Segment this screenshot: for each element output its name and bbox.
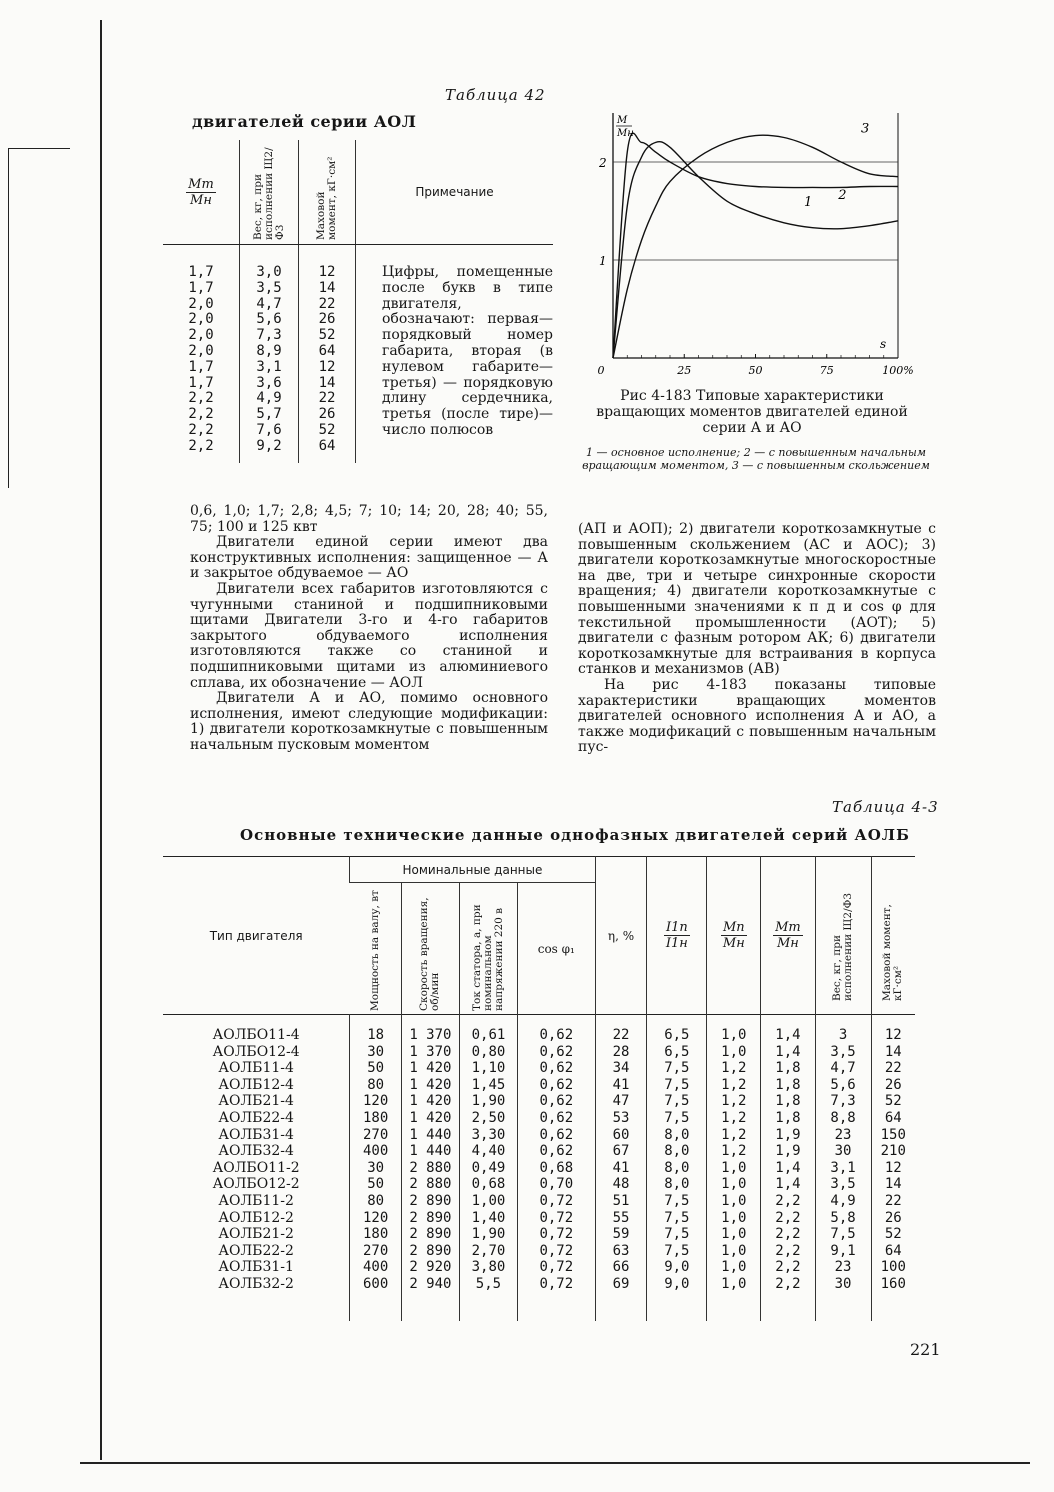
table43-cell: 1,2 xyxy=(721,1126,747,1143)
table43-cell: 34 xyxy=(612,1060,630,1077)
table43-cell: 1 420 xyxy=(409,1060,452,1077)
right-text-column xyxy=(578,522,936,756)
table43-cell: 1,10 xyxy=(471,1060,506,1077)
table42-cell: 64 xyxy=(318,437,336,454)
table42-note-cell xyxy=(356,245,554,463)
table43-cell: АОЛБ12-4 xyxy=(218,1076,294,1093)
table42-cell: 26 xyxy=(318,311,336,328)
table43-cell: 2 940 xyxy=(409,1275,452,1292)
table43-cell: 1,2 xyxy=(721,1060,747,1077)
table43-cell: 1,8 xyxy=(775,1076,801,1093)
table43-cell: 2,70 xyxy=(471,1242,506,1259)
table43-cell: 5,5 xyxy=(475,1275,502,1292)
chart-axes xyxy=(613,113,898,358)
table43-cell: 8,8 xyxy=(830,1109,856,1126)
table43-cell: 210 xyxy=(880,1143,906,1160)
table43-header-cos: cos φ₁ xyxy=(518,883,596,1015)
table43 xyxy=(163,856,915,1321)
table43-cell: 7,5 xyxy=(830,1226,856,1243)
table43-cell: 1,0 xyxy=(721,1259,747,1276)
table42-cell: 8,9 xyxy=(256,342,282,359)
table43-cell: 30 xyxy=(834,1143,852,1160)
table43-cell: 9,1 xyxy=(830,1242,856,1259)
table43-cell: 120 xyxy=(362,1093,389,1110)
table43-cell: 80 xyxy=(367,1192,385,1209)
table43-cell: 1,90 xyxy=(471,1226,506,1243)
table43-cell: 0,61 xyxy=(471,1027,506,1043)
table43-header-type: Тип двигателя xyxy=(209,928,303,943)
table43-cell: 9,0 xyxy=(664,1275,690,1292)
table43-cell: 60 xyxy=(612,1126,630,1143)
table42-caption: Таблица 42 xyxy=(445,86,546,104)
table43-eff-column xyxy=(595,1015,647,1321)
table43-cell: 1 370 xyxy=(409,1043,452,1060)
table43-cell: 1,00 xyxy=(471,1192,506,1209)
table43-cell: 1,9 xyxy=(775,1143,801,1160)
table42-weight-column xyxy=(240,245,299,463)
table43-cell: 0,49 xyxy=(471,1159,506,1176)
table43-cell: 1,0 xyxy=(721,1226,747,1243)
table43-cell: 1,4 xyxy=(775,1027,801,1043)
table43-caption: Таблица 4-3 xyxy=(832,798,939,816)
table43-cell: 0,72 xyxy=(539,1192,574,1209)
table42-header-note: Примечание xyxy=(356,140,554,245)
scan-bottom-line xyxy=(80,1462,1030,1464)
table43-weight-column xyxy=(815,1015,871,1321)
table42-cell: 3,5 xyxy=(256,279,282,296)
table43-cell: 3,80 xyxy=(471,1259,506,1276)
table43-current-column xyxy=(459,1015,517,1321)
table43-cell: 22 xyxy=(884,1192,902,1209)
table43-cell: 2 880 xyxy=(409,1159,452,1176)
table43-cell: АОЛБО12-4 xyxy=(212,1043,300,1060)
table43-cell: 64 xyxy=(884,1242,902,1259)
table43-i-ratio-column xyxy=(647,1015,707,1321)
table43-cell: 180 xyxy=(362,1226,389,1243)
table43-cell: 270 xyxy=(362,1126,389,1143)
table43-cell: 48 xyxy=(612,1176,630,1193)
figure-caption: Рис 4-183 Типовые характеристики вращающих моментов двигателей единой серии А и АО xyxy=(596,388,908,436)
table43-cell: 69 xyxy=(612,1275,630,1292)
table42-cell: 4,9 xyxy=(256,390,282,407)
table43-cell: 0,70 xyxy=(539,1176,574,1193)
table43-cell: 30 xyxy=(367,1043,385,1060)
table43-cell: АОЛБО11-2 xyxy=(212,1159,300,1176)
table43-cell: АОЛБ32-4 xyxy=(218,1143,294,1160)
table43-cell: 3,1 xyxy=(830,1159,856,1176)
table43-cell: 14 xyxy=(884,1043,902,1060)
table43-cell: 52 xyxy=(884,1226,902,1243)
table43-cell: 4,9 xyxy=(830,1192,856,1209)
table43-cell: 2,2 xyxy=(775,1226,801,1243)
table43-cell: 26 xyxy=(884,1076,902,1093)
table43-cell: 1,45 xyxy=(471,1076,506,1093)
y-tick-label: 2 xyxy=(599,156,607,170)
paragraph: 0,6, 1,0; 1,7; 2,8; 4,5; 7; 10; 14; 20, 28; 40; 55, 75; 100 и 125 квт xyxy=(190,503,548,535)
table43-header-weight: Вес, кг, при исполнении Щ2/Ф3 xyxy=(815,857,871,1015)
table43-cell: 7,3 xyxy=(830,1093,856,1110)
table43-cell: 7,5 xyxy=(664,1076,690,1093)
table43-cell: 1,0 xyxy=(721,1209,747,1226)
table43-cell: 8,0 xyxy=(664,1126,690,1143)
table43-header-mm-ratio: $\frac{Mm}{Mн}$ xyxy=(761,857,815,1015)
y-tick-label: 1 xyxy=(599,254,607,268)
table43-cell: 120 xyxy=(362,1209,389,1226)
curve-1 xyxy=(613,142,898,358)
table43-cell: 0,62 xyxy=(539,1060,574,1077)
table43-cell: 3,5 xyxy=(830,1043,856,1060)
table43-cell: 23 xyxy=(834,1259,852,1276)
table43-cell: 3,5 xyxy=(830,1176,856,1193)
table43-cell: 3 xyxy=(838,1027,848,1043)
table43-cell: АОЛБ11-2 xyxy=(218,1192,294,1209)
table43-cell: 1,4 xyxy=(775,1043,801,1060)
x-tick-label: 25 xyxy=(677,364,692,377)
table43-cell: 0,72 xyxy=(539,1259,574,1276)
table42-cell: 5,6 xyxy=(256,311,282,328)
table43-cell: 1,2 xyxy=(721,1076,747,1093)
table43-cell: 12 xyxy=(884,1159,902,1176)
table43-cell: 9,0 xyxy=(664,1259,690,1276)
table42-cell: 1,7 xyxy=(188,264,214,280)
table43-cell: 12 xyxy=(884,1027,902,1043)
x-axis-label: s xyxy=(880,337,887,351)
table43-cell: 0,62 xyxy=(539,1126,574,1143)
table43-cell: АОЛБО12-2 xyxy=(212,1176,300,1193)
table42-header-ratio: $\frac{Mm}{Mн}$ xyxy=(163,140,240,245)
table42-ratio-column xyxy=(163,245,240,463)
table43-speed-column xyxy=(401,1015,459,1321)
table42-cell: 3,6 xyxy=(256,374,282,391)
figure-legend: 1 — основное исполнение; 2 — с повышенным начальным вращающим моментом, 3 — с повышенным скольжением xyxy=(582,446,930,472)
table43-cell: 2 890 xyxy=(409,1242,452,1259)
table43-cell: 2,2 xyxy=(775,1192,801,1209)
table43-cell: 2 880 xyxy=(409,1176,452,1193)
table43-cell: 7,5 xyxy=(664,1209,690,1226)
table43-cell: 66 xyxy=(612,1259,630,1276)
curve-label-3: 3 xyxy=(861,121,870,137)
table43-cell: 2 890 xyxy=(409,1226,452,1243)
x-tick-label: 100% xyxy=(882,364,914,377)
table42-cell: 9,2 xyxy=(256,437,282,454)
table43-cell: 0,68 xyxy=(471,1176,506,1193)
table42-cell: 5,7 xyxy=(256,406,282,423)
curve-3 xyxy=(613,135,898,358)
chart-lines xyxy=(613,133,898,358)
curve-label-1: 1 xyxy=(804,195,813,211)
table43-cell: 1,0 xyxy=(721,1043,747,1060)
table43-cell: 1,0 xyxy=(721,1176,747,1193)
table43-cell: 26 xyxy=(884,1209,902,1226)
left-text-column xyxy=(190,504,548,754)
table42-cell: 12 xyxy=(318,358,336,375)
table42-title: двигателей серии АОЛ xyxy=(192,112,417,131)
table43-cell: 53 xyxy=(612,1109,630,1126)
table43-cell: 7,5 xyxy=(664,1192,690,1209)
table43-cell: 1,0 xyxy=(721,1027,747,1043)
table43-cell: 0,72 xyxy=(539,1275,574,1292)
table43-cell: 63 xyxy=(612,1242,630,1259)
table43-cell: 0,62 xyxy=(539,1076,574,1093)
table42 xyxy=(163,140,553,463)
table43-cell: 2 890 xyxy=(409,1209,452,1226)
table43-moment-column xyxy=(871,1015,915,1321)
table43-cell: АОЛБ11-4 xyxy=(218,1060,294,1077)
table43-cell: 0,62 xyxy=(539,1043,574,1060)
table43-cell: 7,5 xyxy=(664,1226,690,1243)
table43-cell: 1 420 xyxy=(409,1076,452,1093)
table43-cell: 18 xyxy=(367,1027,385,1043)
table43-cell: АОЛБ21-2 xyxy=(218,1226,294,1243)
table43-cell: АОЛБО11-4 xyxy=(212,1027,300,1043)
scan-edge-mark xyxy=(8,148,70,149)
table42-cell: 64 xyxy=(318,342,336,359)
scan-edge-mark xyxy=(8,148,9,488)
table43-cell: 1,8 xyxy=(775,1060,801,1077)
y-axis-label-numerator: M xyxy=(617,115,628,126)
table43-cell: 8,0 xyxy=(664,1159,690,1176)
table43-cell: 1,8 xyxy=(775,1109,801,1126)
table42-cell: 7,6 xyxy=(256,421,282,438)
table43-header-mp-ratio: $\frac{Mп}{Mн}$ xyxy=(707,857,761,1015)
table43-cell: 80 xyxy=(367,1076,385,1093)
table43-cell: 400 xyxy=(362,1259,389,1276)
table42-cell: 2,0 xyxy=(188,311,214,328)
table43-cell: АОЛБ12-2 xyxy=(218,1209,294,1226)
table43-cell: АОЛБ22-2 xyxy=(218,1242,294,1259)
table42-cell: 1,7 xyxy=(188,374,214,391)
table43-cell: 160 xyxy=(880,1275,906,1292)
table42-header-moment: Маховой момент, кГ·см² xyxy=(299,140,356,245)
table43-cell: 4,40 xyxy=(471,1143,506,1160)
table43-mm-ratio-column xyxy=(761,1015,815,1321)
table43-cell: 0,62 xyxy=(539,1109,574,1126)
table42-cell: 4,7 xyxy=(256,295,282,312)
table43-cell: 270 xyxy=(362,1242,389,1259)
table43-title: Основные технические данные однофазных двигателей серий АОЛБ xyxy=(240,826,910,844)
table43-cell: АОЛБ31-4 xyxy=(218,1126,294,1143)
table43-header-moment: Маховой момент, кГ·см² xyxy=(871,857,915,1015)
table43-cell: 59 xyxy=(612,1226,630,1243)
table43-cell: 1,2 xyxy=(721,1093,747,1110)
table43-cell: 1,90 xyxy=(471,1093,506,1110)
table42-cell: 3,1 xyxy=(256,358,282,375)
table43-header-i-ratio: $\frac{I1п}{I1н}$ xyxy=(647,857,707,1015)
table43-header-speed: Скорость вращения, об/мин xyxy=(401,883,459,1015)
table43-cell: 600 xyxy=(362,1275,389,1292)
table43-cell: АОЛБ22-4 xyxy=(218,1109,294,1126)
table43-cell: 6,5 xyxy=(664,1043,690,1060)
table42-moment-column xyxy=(299,245,356,463)
table42-cell: 14 xyxy=(318,279,336,296)
paragraph: Двигатели А и АО, помимо основного исполнения, имеют следующие модификации: 1) двигатели короткозамкнутые с повышенным начальным пусковым моментом xyxy=(190,690,548,753)
table43-mp-ratio-column xyxy=(707,1015,761,1321)
paragraph: На рис 4-183 показаны типовые характеристики вращающих моментов двигателей основного исполнения А и АО, а также модификаций с повышенным начальным пус- xyxy=(578,676,936,756)
table43-cell: 0,72 xyxy=(539,1242,574,1259)
table42-cell: 2,2 xyxy=(188,437,214,454)
table43-cell: 2,2 xyxy=(775,1209,801,1226)
table43-cell: 30 xyxy=(834,1275,852,1292)
table43-cell: 4,7 xyxy=(830,1060,856,1077)
table42-cell: 2,0 xyxy=(188,327,214,344)
table42-cell: 3,0 xyxy=(256,264,282,280)
x-tick-label: 75 xyxy=(819,364,834,377)
table43-cell: 7,5 xyxy=(664,1060,690,1077)
table43-cell: 23 xyxy=(834,1126,852,1143)
table43-cell: 1,40 xyxy=(471,1209,506,1226)
table42-cell: 2,2 xyxy=(188,421,214,438)
table42-cell: 2,2 xyxy=(188,390,214,407)
table43-cell: 1,0 xyxy=(721,1192,747,1209)
table43-cell: 2,2 xyxy=(775,1242,801,1259)
table43-cell: 1,8 xyxy=(775,1093,801,1110)
chart-grid xyxy=(613,162,898,260)
x-tick-label: 50 xyxy=(748,364,763,377)
chart-labels xyxy=(598,115,914,377)
table43-cell: 50 xyxy=(367,1176,385,1193)
table43-header-current: Ток статора, а, при номинальном напряжении 220 в xyxy=(459,883,517,1015)
table43-cell: 2,2 xyxy=(775,1275,801,1292)
table43-cell: 1 420 xyxy=(409,1109,452,1126)
table43-cell: 47 xyxy=(612,1093,630,1110)
table43-cell: 0,62 xyxy=(539,1027,574,1043)
table42-cell: 52 xyxy=(318,327,336,344)
table43-cell: 5,8 xyxy=(830,1209,856,1226)
curve-2 xyxy=(613,133,898,358)
table43-cell: 1 440 xyxy=(409,1126,452,1143)
paragraph: Двигатели единой серии имеют два конструктивных исполнения: защищенное — А и закрытое обдуваемое — АО xyxy=(190,534,548,582)
table43-cell: 1 440 xyxy=(409,1143,452,1160)
table43-cell: 400 xyxy=(362,1143,389,1160)
table43-cell: 67 xyxy=(612,1143,630,1160)
table43-cell: 22 xyxy=(612,1027,630,1043)
table43-cell: 0,62 xyxy=(539,1143,574,1160)
table42-cell: 2,0 xyxy=(188,295,214,312)
x-tick-label: 0 xyxy=(597,364,605,377)
table42-cell: 2,0 xyxy=(188,342,214,359)
table43-cell: 1,0 xyxy=(721,1242,747,1259)
table42-cell: 1,7 xyxy=(188,279,214,296)
y-axis-label-denominator: Mн xyxy=(617,128,634,139)
table42-note: Цифры, помещенные после букв в типе двигателя, обозначают: первая—порядковый номер габарита, вторая (в нулевом габарите—третья) — порядковую длину сердечника, третья (после тире)— число полюсов xyxy=(382,264,553,438)
page-number: 221 xyxy=(910,1340,941,1359)
paragraph: Двигатели всех габаритов изготовляются с чугунными станиной и подшипниковыми щитами Двигатели 3-го и 4-го габаритов закрытого обдуваемого исполнения изготовляются также со станиной и подшипниковыми щитами из алюминиевого сплава, их обозначение — АОЛ xyxy=(190,580,548,691)
table43-cell: АОЛБ32-2 xyxy=(218,1275,294,1292)
table43-cell: АОЛБ31-1 xyxy=(218,1259,294,1276)
table43-cell: 3,30 xyxy=(471,1126,506,1143)
table43-cell: 7,5 xyxy=(664,1093,690,1110)
table42-cell: 22 xyxy=(318,295,336,312)
table43-cell: 100 xyxy=(880,1259,906,1276)
table43-cell: 52 xyxy=(884,1093,902,1110)
table43-cell: 0,68 xyxy=(539,1159,574,1176)
table43-header-eff: η, % xyxy=(595,857,647,1015)
table43-cell: 1,9 xyxy=(775,1126,801,1143)
table42-cell: 26 xyxy=(318,406,336,423)
table43-cell: 30 xyxy=(367,1159,385,1176)
table43-cell: 50 xyxy=(367,1060,385,1077)
table43-cell: 64 xyxy=(884,1109,902,1126)
table43-cell: 1,0 xyxy=(721,1275,747,1292)
table43-header-nominal: Номинальные данные xyxy=(350,857,595,883)
table43-cell: 2,50 xyxy=(471,1109,506,1126)
table43-cell: 28 xyxy=(612,1043,630,1060)
table43-header-power: Мощность на валу, вт xyxy=(368,889,381,1011)
table43-cell: 2,2 xyxy=(775,1259,801,1276)
table43-cell: 22 xyxy=(884,1060,902,1077)
table43-cell: 51 xyxy=(612,1192,630,1209)
table43-cell: 0,72 xyxy=(539,1209,574,1226)
table43-cell: 8,0 xyxy=(664,1143,690,1160)
torque-chart xyxy=(585,100,925,385)
table43-cell: 1 370 xyxy=(409,1027,452,1043)
table42-cell: 7,3 xyxy=(256,327,282,344)
table43-cell: 1,4 xyxy=(775,1176,801,1193)
table42-cell: 14 xyxy=(318,374,336,391)
table43-cell: АОЛБ21-4 xyxy=(218,1093,294,1110)
table43-cell: 8,0 xyxy=(664,1176,690,1193)
table43-cell: 41 xyxy=(612,1076,630,1093)
table43-cell: 0,72 xyxy=(539,1226,574,1243)
table43-cell: 2 890 xyxy=(409,1192,452,1209)
table43-cell: 1 420 xyxy=(409,1093,452,1110)
table43-cell: 0,80 xyxy=(471,1043,506,1060)
table42-cell: 22 xyxy=(318,390,336,407)
table43-cell: 150 xyxy=(880,1126,906,1143)
table43-power-column xyxy=(350,1015,402,1321)
paragraph: (АП и АОП); 2) двигатели короткозамкнутые с повышенным скольжением (АС и АОС); 3) двигатели короткозамкнутые многоскоростные на две, три и четыре синхронные скорости вращения; 4) двигатели короткозамкнутые с повышенными значениями к п д и cos φ для текстильной промышленности (АОТ); 5) двигатели с фазным ротором АК; 6) двигатели короткозамкнутые для встраивания в корпуса станков и механизмов (АВ) xyxy=(578,521,936,678)
table43-cell: 2 920 xyxy=(409,1259,452,1276)
table43-type-column xyxy=(163,1015,350,1321)
table43-cell: 7,5 xyxy=(664,1109,690,1126)
table43-cell: 6,5 xyxy=(664,1027,690,1043)
table43-cell: 1,0 xyxy=(721,1159,747,1176)
table43-cell: 1,2 xyxy=(721,1143,747,1160)
table43-cell: 0,62 xyxy=(539,1093,574,1110)
table43-cell: 180 xyxy=(362,1109,389,1126)
table43-cell: 41 xyxy=(612,1159,630,1176)
table43-cell: 1,2 xyxy=(721,1109,747,1126)
table43-cell: 55 xyxy=(612,1209,630,1226)
table42-header-weight: Вес, кг, при исполнении Щ2/Ф3 xyxy=(240,140,299,245)
table43-cell: 7,5 xyxy=(664,1242,690,1259)
table42-cell: 52 xyxy=(318,421,336,438)
scan-margin-line xyxy=(100,20,102,1460)
table43-cos-column xyxy=(518,1015,596,1321)
table43-cell: 1,4 xyxy=(775,1159,801,1176)
table42-cell: 2,2 xyxy=(188,406,214,423)
table43-cell: 5,6 xyxy=(830,1076,856,1093)
table43-cell: 14 xyxy=(884,1176,902,1193)
curve-label-2: 2 xyxy=(838,188,847,204)
table42-cell: 12 xyxy=(318,264,336,280)
table42-cell: 1,7 xyxy=(188,358,214,375)
